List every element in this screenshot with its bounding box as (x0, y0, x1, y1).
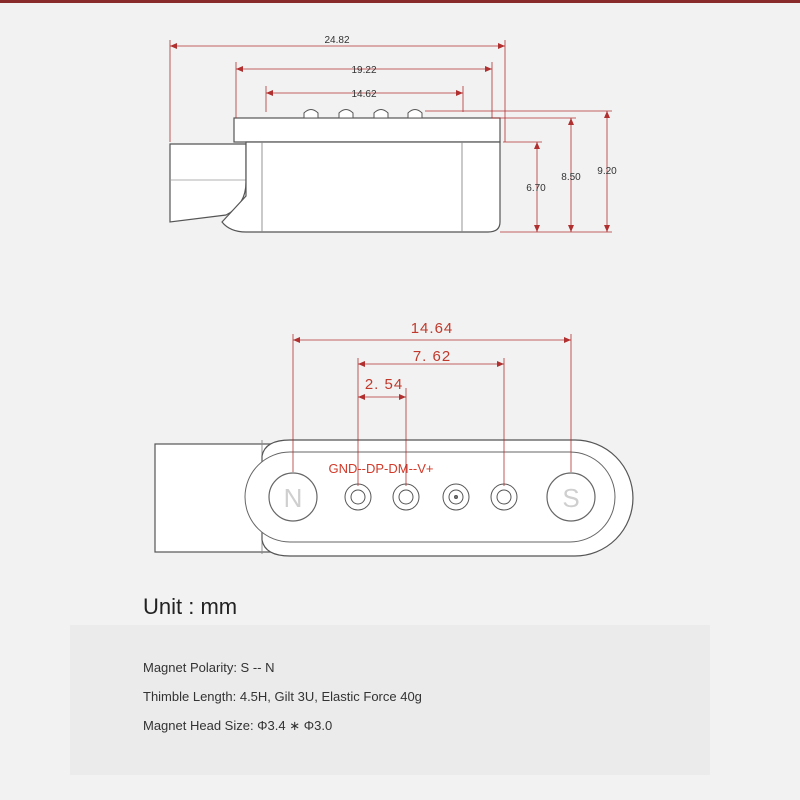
dim-overall-length: 24.82 (324, 35, 350, 46)
pole-label-north: N (283, 483, 303, 513)
unit-label: Unit : mm (143, 594, 238, 619)
dim-body-length: 19.22 (351, 65, 377, 76)
dim-pin-span: 14.62 (351, 89, 377, 100)
spec-thimble-length: Thimble Length: 4.5H, Gilt 3U, Elastic Force 40g (143, 689, 422, 704)
top-plate (234, 118, 500, 142)
pogo-pins-side (304, 110, 422, 119)
dim-height-body: 6.70 (526, 183, 546, 194)
side-view (170, 35, 617, 232)
pin-label: GND--DP-DM--V+ (328, 461, 434, 476)
spec-magnet-polarity: Magnet Polarity: S -- N (143, 660, 275, 675)
connector-body (222, 142, 500, 232)
pole-label-south: S (562, 483, 580, 513)
dim-outer-pin-spacing: 7. 62 (412, 348, 452, 365)
dim-height-with-tab: 8.50 (561, 172, 581, 183)
dim-height-total: 9.20 (597, 166, 617, 177)
dim-magnet-spacing: 14.64 (410, 320, 454, 337)
spec-magnet-head-size: Magnet Head Size: Φ3.4 ∗ Φ3.0 (143, 718, 333, 733)
dim-pin-pitch: 2. 54 (364, 376, 404, 393)
top-view (155, 320, 633, 556)
